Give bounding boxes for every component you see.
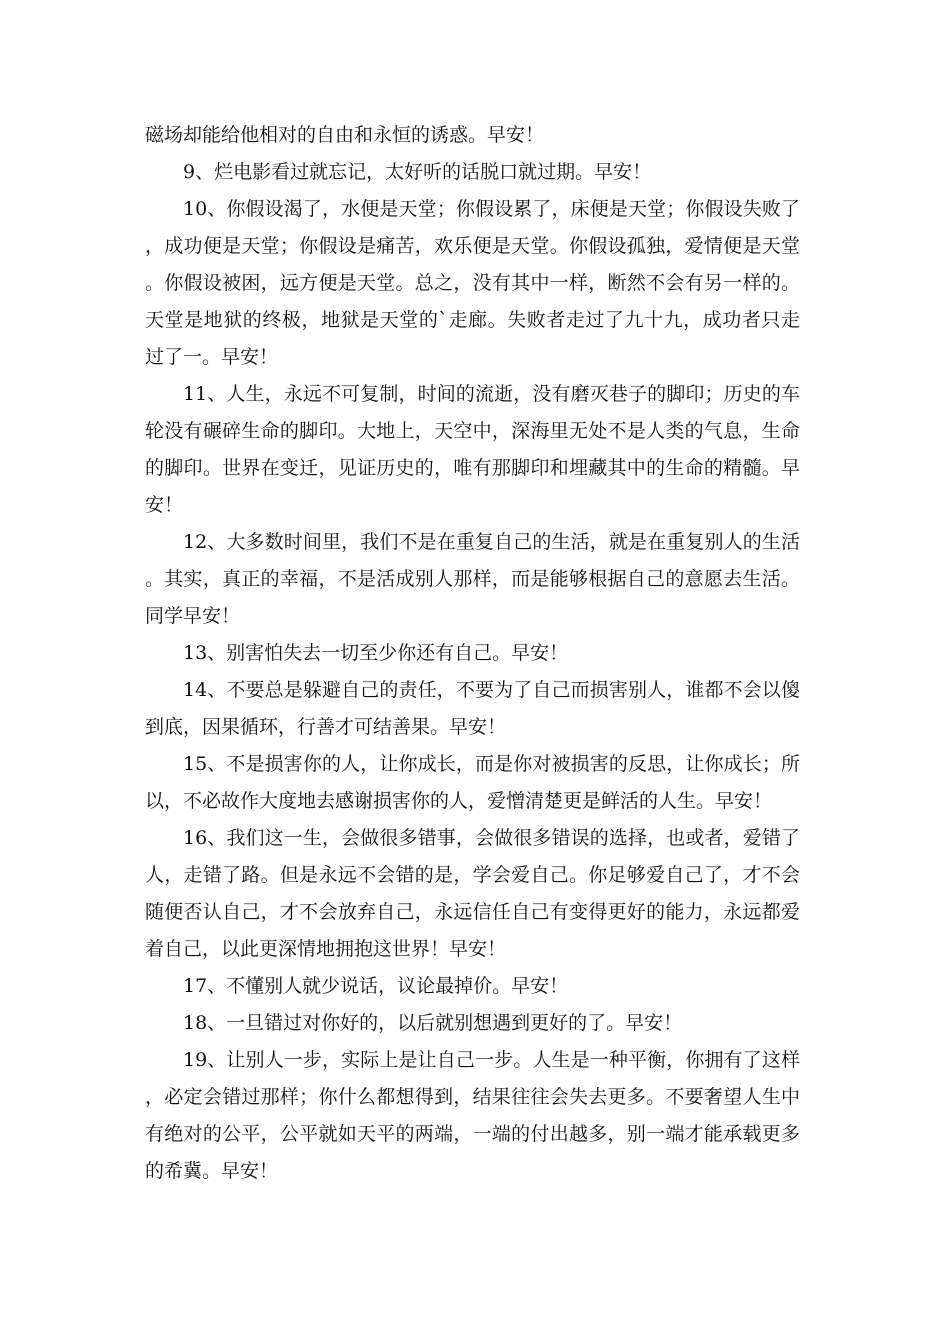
paragraph-10: 10、你假设渴了，水便是天堂；你假设累了，床便是天堂；你假设失败了，成功便是天堂；你假设是痛苦，欢乐便是天堂。你假设孤独，爱情便是天堂。你假设被困，远方便是天堂。总之，没有其中一样，断然不会有另一样的。天堂是地狱的终极，地狱是天堂的`走廊。失败者走过了九十九，成功者只走过了一。早安！ [145, 198, 800, 368]
paragraph-14: 14、不要总是躲避自己的责任，不要为了自己而损害别人，谁都不会以傻到底，因果循环，行善才可结善果。早安！ [145, 679, 800, 738]
paragraph-12: 12、大多数时间里，我们不是在重复自己的生活，就是在重复别人的生活。其实，真正的幸福，不是活成别人那样，而是能够根据自己的意愿去生活。同学早安！ [145, 531, 800, 627]
paragraph-13: 13、别害怕失去一切至少你还有自己。早安！ [183, 642, 569, 664]
paragraph-19: 19、让别人一步，实际上是让自己一步。人生是一种平衡，你拥有了这样，必定会错过那样；你什么都想得到，结果往往会失去更多。不要奢望人生中有绝对的公平，公平就如天平的两端，一端的付出越多，别一端才能承载更多的希冀。早安！ [145, 1049, 800, 1182]
paragraph-17: 17、不懂别人就少说话，议论最掉价。早安！ [183, 975, 569, 997]
paragraph-16: 16、我们这一生，会做很多错事，会做很多错误的选择，也或者，爱错了人，走错了路。但是永远不会错的是，学会爱自己。你足够爱自己了，才不会随便否认自己，才不会放弃自己，永远信任自己有变得更好的能力，永远都爱着自己，以此更深情地拥抱这世界！早安！ [145, 827, 800, 960]
paragraph-18: 18、一旦错过对你好的，以后就别想遇到更好的了。早安！ [183, 1012, 683, 1034]
document-body [145, 117, 800, 1190]
paragraph-11: 11、人生，永远不可复制，时间的流逝，没有磨灭巷子的脚印；历史的车轮没有碾碎生命的脚印。大地上，天空中，深海里无处不是人类的气息，生命的脚印。世界在变迁，见证历史的，唯有那脚印和埋藏其中的生命的精髓。早安！ [145, 383, 800, 516]
paragraph-15: 15、不是损害你的人，让你成长，而是你对被损害的反思，让你成长；所以，不必故作大度地去感谢损害你的人，爱憎清楚更是鲜活的人生。早安！ [145, 753, 800, 812]
paragraph-9: 9、烂电影看过就忘记，太好听的话脱口就过期。早安！ [183, 161, 652, 183]
paragraph-continuation: 磁场却能给他相对的自由和永恒的诱惑。早安！ [145, 124, 545, 146]
